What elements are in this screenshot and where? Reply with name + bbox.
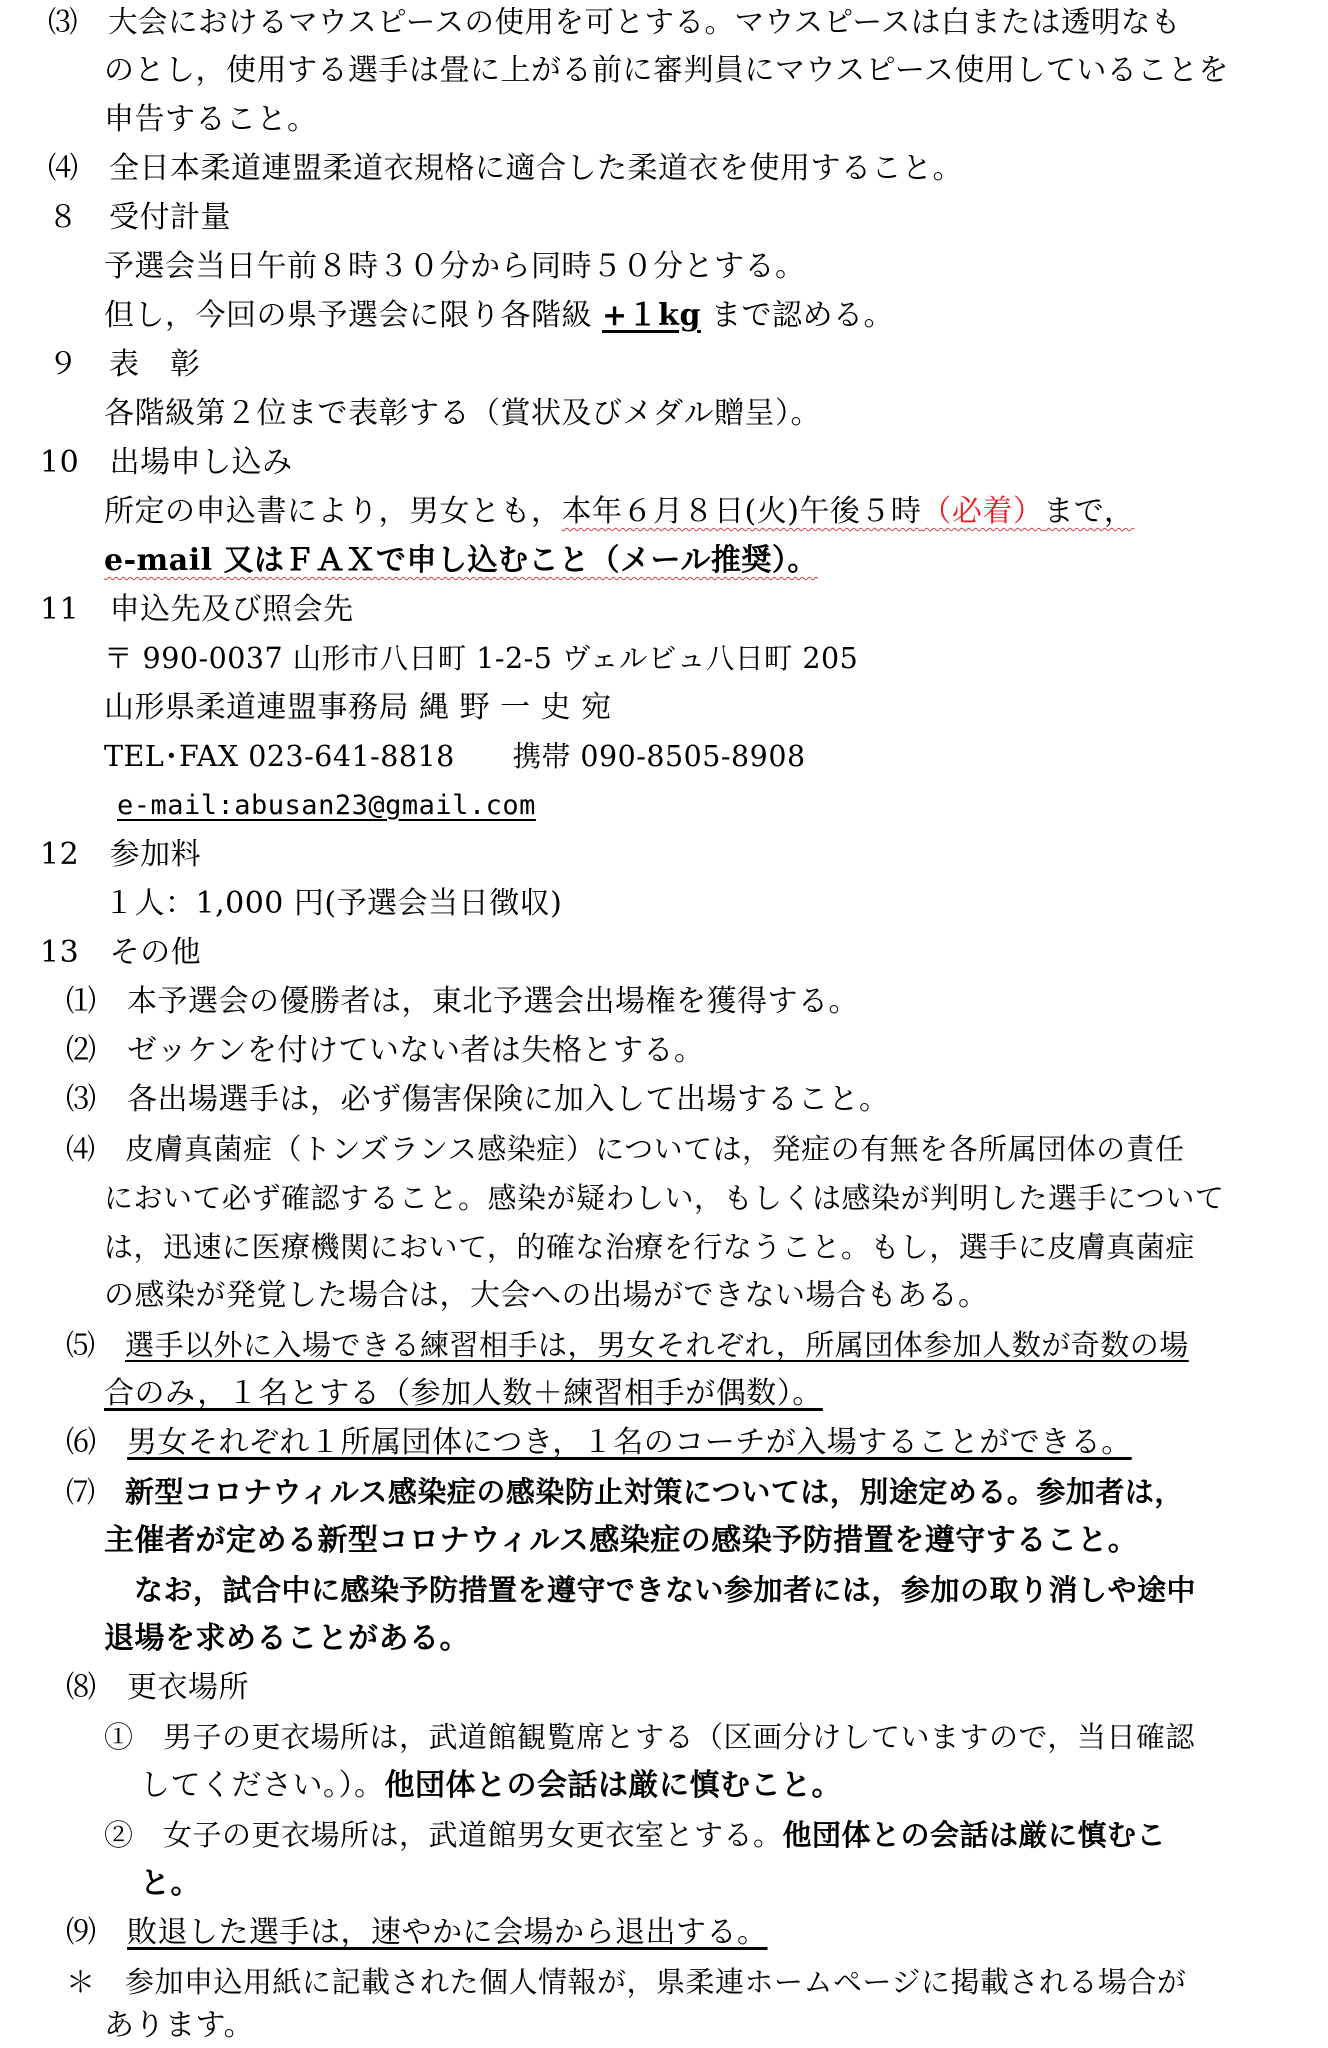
text-line: のとし，使用する選手は畳に上がる前に審判員にマウスピース使用していることを (104, 53, 1229, 88)
section-10-heading: 10 出場申し込み (40, 445, 293, 480)
underlined-text: 男女それぞれ１所属団体につき，１名のコーチが入場することができる。 (127, 1425, 1132, 1460)
other-item-3: ⑶ 各出場選手は，必ず傷害保険に加入して出場すること。 (66, 1082, 890, 1117)
privacy-note: ＊ 参加申込用紙に記載された個人情報が，県柔連ホームページに掲載される場合が (66, 1965, 1187, 1999)
text-span: 但し，今回の県予選会に限り各階級 (104, 298, 592, 333)
weight-allowance: +１kg (602, 298, 701, 333)
text-line: 主催者が定める新型コロナウィルス感染症の感染予防措置を遵守すること。 (104, 1523, 1139, 1558)
bold-text: 他団体との会話は厳に慎むこ (782, 1818, 1167, 1852)
underlined-text: 選手以外に入場できる練習相手は，男女それぞれ，所属団体参加人数が奇数の場 (125, 1328, 1189, 1362)
text-line: と。 (140, 1866, 201, 1901)
section-9-heading: ９ 表 彰 (48, 347, 201, 382)
text-line: は，迅速に医療機関において，的確な治療を行なうこと。もし，選手に皮膚真菌症 (104, 1230, 1195, 1264)
text-line: あります。 (104, 2008, 255, 2043)
other-item-7 (66, 1472, 1184, 1512)
text-line: なお，試合中に感染予防措置を遵守できない参加者には，参加の取り消しや途中 (134, 1573, 1197, 1607)
text-line (140, 1766, 842, 1806)
text-span: ② 女子の更衣場所は，武道館男女更衣室とする。 (104, 1818, 783, 1852)
deadline-emphasis (562, 494, 1135, 529)
bold-text: 他団体との会話は厳に慎むこと。 (384, 1768, 842, 1803)
item-3-mouthpiece: ⑶ 大会におけるマウスピースの使用を可とする。マウスピースは白または透明なも (48, 5, 1181, 39)
deadline-date: 本年６月８日(火)午後５時 (561, 494, 922, 529)
email-address: e-mail:abusan23@gmail.com (117, 790, 536, 821)
item-4-judogi: ⑷ 全日本柔道連盟柔道衣規格に適合した柔道衣を使用すること。 (48, 151, 963, 186)
deadline-line (104, 492, 1134, 532)
text-line: 各階級第２位まで表彰する（賞状及びメダル贈呈）。 (104, 396, 821, 431)
item-number: ⑺ (66, 1475, 126, 1509)
must-arrive-note: （必着） (921, 494, 1044, 529)
weigh-in-note (104, 296, 894, 336)
text-line: の感染が発覚した場合は，大会への出場ができない場合もある。 (104, 1278, 989, 1313)
bold-text: 新型コロナウィルス感染症の感染防止対策については，別途定める。参加者は， (125, 1475, 1184, 1509)
office-name: 山形県柔道連盟事務局 縄 野 一 史 宛 (104, 690, 612, 725)
text-span: まで認める。 (711, 298, 894, 333)
other-item-5 (66, 1325, 1189, 1365)
text-line: 退場を求めることがある。 (104, 1621, 470, 1656)
section-12-heading: 12 参加料 (40, 837, 202, 872)
other-item-4: ⑷ 皮膚真菌症（トンズランス感染症）については，発症の有無を各所属団体の責任 (66, 1132, 1185, 1166)
item-number: ⑸ (66, 1328, 126, 1362)
phone-fax: TEL･FAX 023-641-8818 携帯 090-8505-8908 (104, 740, 806, 773)
text-span: まで， (1043, 494, 1135, 529)
underlined-text: 敗退した選手は，速やかに会場から退出する。 (127, 1915, 768, 1950)
other-item-1: ⑴ 本予選会の優勝者は，東北予選会出場権を獲得する。 (66, 984, 859, 1019)
fee-line: １人：1,000 円(予選会当日徴収) (104, 886, 563, 921)
other-item-8: ⑻ 更衣場所 (66, 1670, 249, 1705)
submission-method: e-mail 又はＦＡＸで申し込むこと（メール推奨）。 (104, 543, 818, 578)
other-item-2: ⑵ ゼッケンを付けていない者は失格とする。 (66, 1033, 705, 1068)
text-line: において必ず確認すること。感染が疑わしい，もしくは感染が判明した選手について (104, 1181, 1225, 1215)
section-11-heading: 11 申込先及び照会先 (40, 592, 354, 627)
other-item-9 (66, 1913, 768, 1953)
text-line: 予選会当日午前８時３０分から同時５０分とする。 (104, 249, 806, 284)
section-8-heading: ８ 受付計量 (48, 200, 231, 235)
changing-room-men: ① 男子の更衣場所は，武道館観覧席とする（区画分けしていますので，当日確認 (104, 1720, 1195, 1754)
section-13-heading: 13 その他 (40, 935, 202, 970)
text-span: 所定の申込書により，男女とも， (104, 494, 562, 529)
postal-address: 〒 990-0037 山形市八日町 1-2-5 ヴェルビュ八日町 205 (104, 642, 859, 675)
text-line: 申告すること。 (104, 102, 318, 137)
other-item-6 (66, 1423, 1132, 1463)
item-number: ⑼ (66, 1915, 127, 1950)
item-number: ⑹ (66, 1425, 127, 1460)
changing-room-women (104, 1815, 1166, 1855)
text-line: 合のみ，１名とする（参加人数＋練習相手が偶数）。 (104, 1376, 823, 1411)
text-span: してください。）。 (140, 1768, 385, 1803)
